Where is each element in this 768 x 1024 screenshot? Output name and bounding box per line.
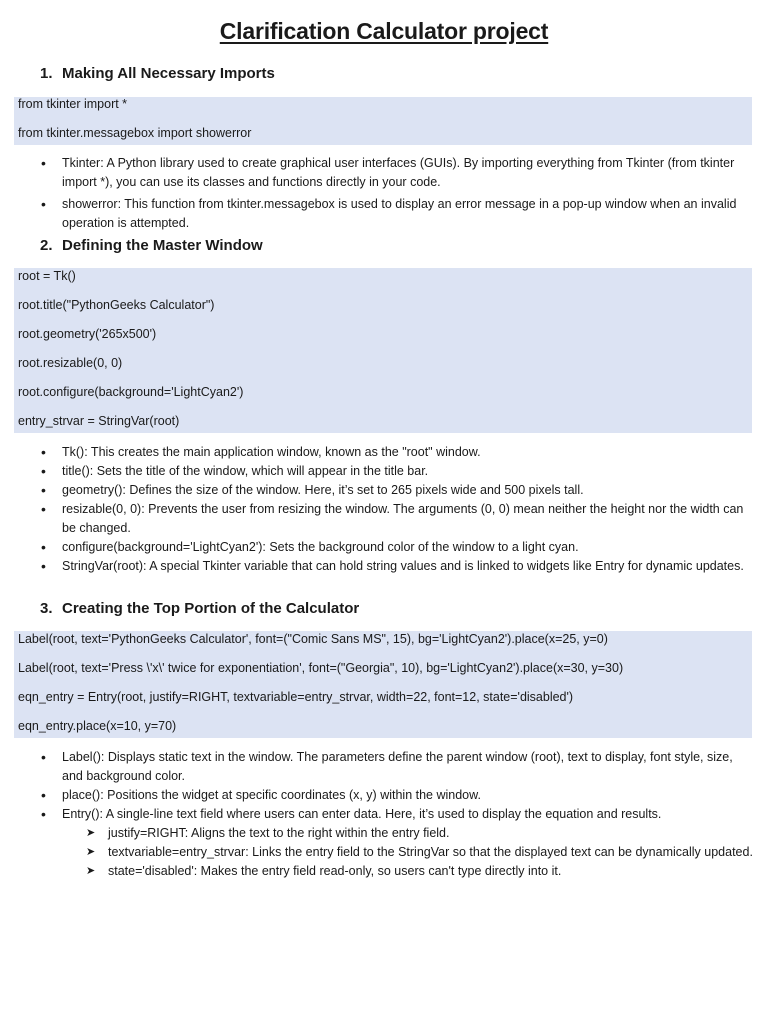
code-line: root = Tk() bbox=[18, 269, 76, 283]
document-title: Clarification Calculator project bbox=[219, 18, 549, 44]
section-1-bullets bbox=[40, 154, 755, 233]
section-1-number: 1. bbox=[40, 65, 53, 82]
section-2-bullets bbox=[40, 443, 755, 576]
sub-bullet-text: state='disabled': Makes the entry field read-only, so users can't type directly into it. bbox=[108, 864, 562, 878]
bullet-item: • geometry(): Defines the size of the window. Here, it’s set to 265 pixels wide and 500 pixels tall. bbox=[40, 481, 755, 500]
sub-bullet-item bbox=[40, 843, 755, 862]
section-2-code-block bbox=[14, 268, 752, 433]
bullet-item: • Entry(): A single-line text field where users can enter data. Here, it’s used to display the equation and results. bbox=[40, 805, 755, 824]
bullet-item: • place(): Positions the widget at specific coordinates (x, y) within the window. bbox=[40, 786, 755, 805]
code-line: root.geometry('265x500') bbox=[18, 327, 157, 341]
code-line: root.title("PythonGeeks Calculator") bbox=[18, 298, 215, 312]
section-3-title: Creating the Top Portion of the Calculator bbox=[62, 600, 360, 617]
bullet-item: • showerror: This function from tkinter.messagebox is used to display an error message in a pop-up window when an invalid operation is attempted. bbox=[40, 195, 755, 233]
arrow-bullet-icon: ➤ bbox=[86, 827, 96, 839]
section-2-number: 2. bbox=[40, 237, 53, 254]
code-line: eqn_entry = Entry(root, justify=RIGHT, textvariable=entry_strvar, width=22, font=12, state='disabled') bbox=[18, 690, 574, 704]
arrow-bullet-icon: ➤ bbox=[86, 846, 96, 858]
section-1-heading bbox=[40, 65, 275, 82]
code-line: eqn_entry.place(x=10, y=70) bbox=[18, 719, 177, 733]
section-2-title: Defining the Master Window bbox=[62, 237, 263, 254]
bullet-item: • Label(): Displays static text in the window. The parameters define the parent window (root), text to display, font style, size, and background color. bbox=[40, 748, 755, 786]
code-line: root.configure(background='LightCyan2') bbox=[18, 385, 244, 399]
sub-bullet-item bbox=[40, 824, 755, 843]
bullet-item: • resizable(0, 0): Prevents the user from resizing the window. The arguments (0, 0) mean neither the height nor the width can be changed. bbox=[40, 500, 755, 538]
section-3-heading bbox=[40, 600, 359, 617]
section-1-code-block bbox=[14, 97, 752, 145]
sub-bullet-text: justify=RIGHT: Aligns the text to the right within the entry field. bbox=[108, 826, 450, 840]
section-2-heading bbox=[40, 237, 263, 254]
bullet-item: • title(): Sets the title of the window, which will appear in the title bar. bbox=[40, 462, 755, 481]
bullet-item: • StringVar(root): A special Tkinter variable that can hold string values and is linked to widgets like Entry for dynamic updates. bbox=[40, 557, 755, 576]
section-1-title: Making All Necessary Imports bbox=[62, 65, 275, 82]
section-3-bullets bbox=[40, 748, 755, 881]
code-line: Label(root, text='Press \'x\' twice for exponentiation', font=("Georgia", 10), bg='LightCyan2').place(x=30, y=30) bbox=[18, 661, 624, 675]
bullet-item: • Tk(): This creates the main application window, known as the "root" window. bbox=[40, 443, 755, 462]
bullet-item: • configure(background='LightCyan2'): Sets the background color of the window to a light cyan. bbox=[40, 538, 755, 557]
sub-bullet-text: textvariable=entry_strvar: Links the entry field to the StringVar so that the displayed text can be dynamically updated. bbox=[108, 845, 753, 859]
code-line: from tkinter.messagebox import showerror bbox=[18, 126, 252, 140]
bullet-item: • Tkinter: A Python library used to create graphical user interfaces (GUIs). By importing everything from Tkinter (from tkinter import *), you can use its classes and functions directly in your code. bbox=[40, 154, 755, 192]
section-3-number: 3. bbox=[40, 600, 53, 617]
code-line: Label(root, text='PythonGeeks Calculator', font=("Comic Sans MS", 15), bg='LightCyan2').place(x=25, y=0) bbox=[18, 632, 608, 646]
code-line: root.resizable(0, 0) bbox=[18, 356, 123, 370]
arrow-bullet-icon: ➤ bbox=[86, 865, 96, 877]
code-line: entry_strvar = StringVar(root) bbox=[18, 414, 180, 428]
section-3-code-block bbox=[14, 631, 752, 738]
code-line: from tkinter import * bbox=[18, 97, 128, 111]
sub-bullet-item bbox=[40, 862, 755, 881]
